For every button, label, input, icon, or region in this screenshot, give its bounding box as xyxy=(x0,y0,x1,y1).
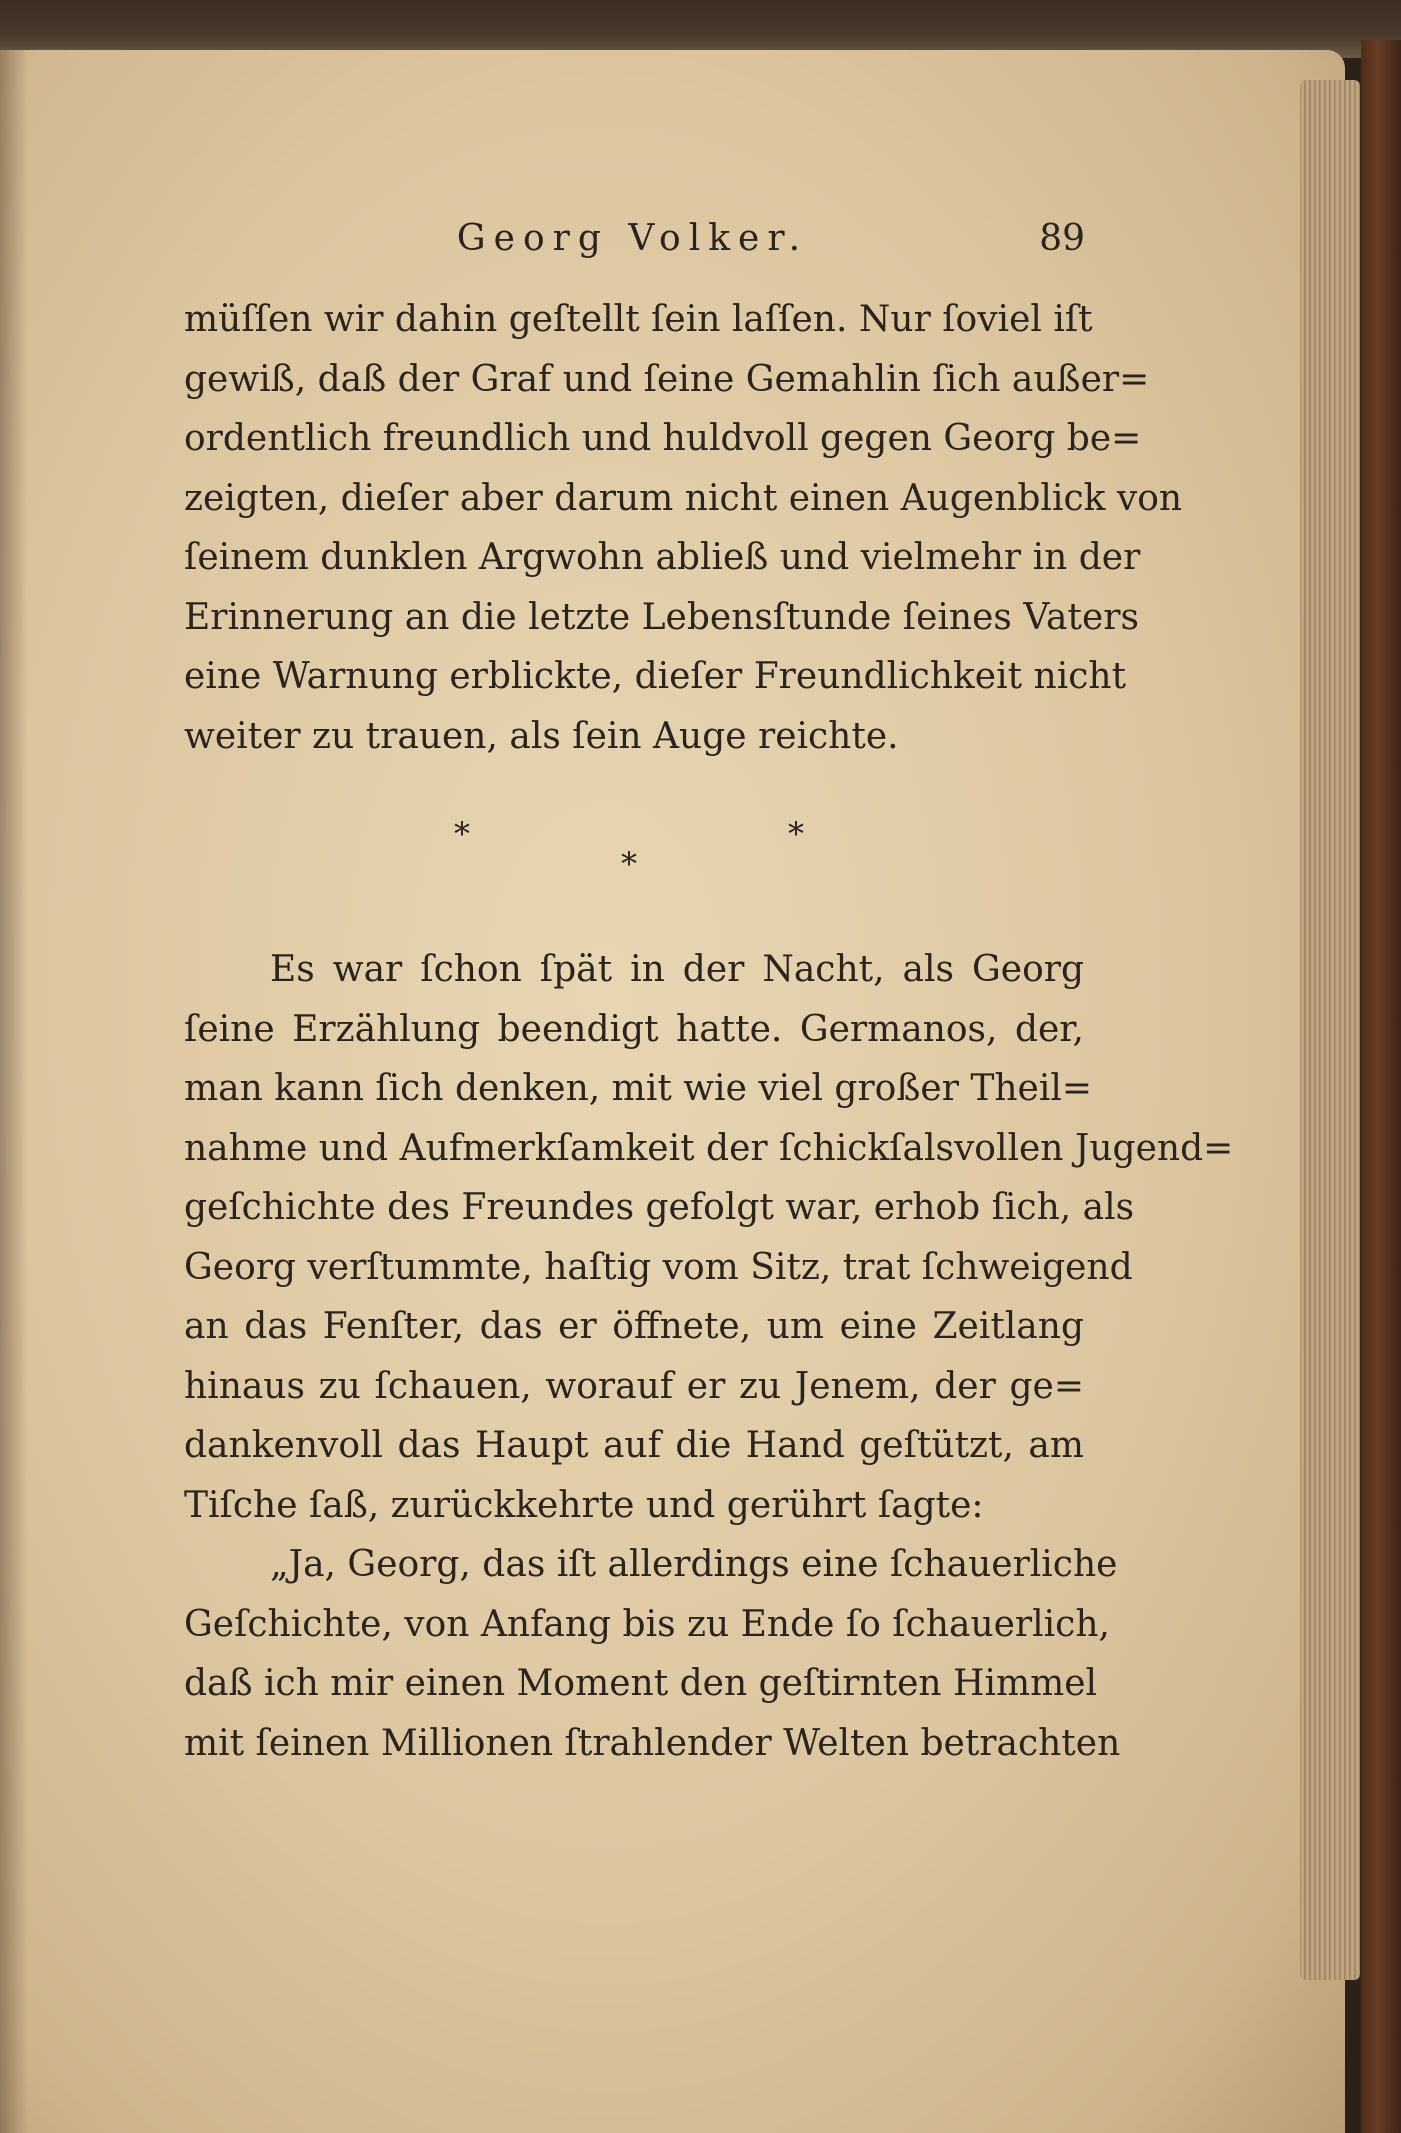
text-line: ſeinem dunklen Argwohn abließ und vielmehr in der xyxy=(184,537,1141,578)
text-line: eine Warnung erblickte, dieſer Freundlichkeit nicht xyxy=(184,656,1127,697)
page-number: 89 xyxy=(1039,218,1085,259)
text-line: müſſen wir dahin geſtellt ſein laſſen. Nur ſoviel iſt xyxy=(184,299,1093,340)
paragraph-2 xyxy=(184,940,1234,1773)
text-line: weiter zu trauen, als ſein Auge reichte. xyxy=(184,715,899,757)
text-line: gewiß, daß der Graf und ſeine Gemahlin ſich außer= xyxy=(184,358,1150,400)
spine-shadow xyxy=(0,50,28,2133)
separator-star: * xyxy=(788,815,804,853)
text-line: Georg verſtummte, haſtig vom Sitz, trat ſchweigend xyxy=(184,1246,1133,1288)
page-edges xyxy=(1300,80,1360,1980)
text-line: hinaus zu ſchauen, worauf er zu Jenem, der ge= xyxy=(184,1365,1084,1407)
text-line: „Ja, Georg, das iſt allerdings eine ſchauerliche xyxy=(270,1544,1118,1585)
text-line: daß ich mir einen Moment den geſtirnten Himmel xyxy=(184,1663,1098,1704)
running-title: Georg Volker. xyxy=(456,218,809,259)
paragraph-1 xyxy=(184,290,1183,766)
text-line: geſchichte des Freundes gefolgt war, erhob ſich, als xyxy=(184,1187,1135,1228)
text-line: Tiſche ſaß, zurückkehrte und gerührt ſagte: xyxy=(184,1484,984,1526)
text-line: Erinnerung an die letzte Lebensſtunde ſeines Vaters xyxy=(184,596,1139,638)
section-separator xyxy=(184,815,1084,895)
separator-star: * xyxy=(454,815,470,853)
text-line: dankenvoll das Haupt auf die Hand geſtützt, am xyxy=(184,1425,1084,1466)
text-line: ſeine Erzählung beendigt hatte. Germanos, der, xyxy=(184,1008,1084,1050)
text-line: nahme und Aufmerkſamkeit der ſchickſalsvollen Jugend= xyxy=(184,1127,1234,1169)
text-line: Es war ſchon ſpät in der Nacht, als Georg xyxy=(270,949,1084,990)
text-line: zeigten, dieſer aber darum nicht einen Augenblick von xyxy=(184,477,1183,519)
book-binding xyxy=(1361,40,1401,2133)
text-line: mit ſeinen Millionen ſtrahlender Welten betrachten xyxy=(184,1722,1121,1764)
page-header xyxy=(180,218,1085,274)
text-line: Geſchichte, von Anfang bis zu Ende ſo ſchauerlich, xyxy=(184,1603,1110,1645)
text-line: ordentlich freundlich und huldvoll gegen Georg be= xyxy=(184,418,1142,459)
text-line: an das Fenſter, das er öffnete, um eine Zeitlang xyxy=(184,1306,1084,1347)
separator-star: * xyxy=(621,845,637,883)
text-line: man kann ſich denken, mit wie viel großer Theil= xyxy=(184,1068,1093,1109)
